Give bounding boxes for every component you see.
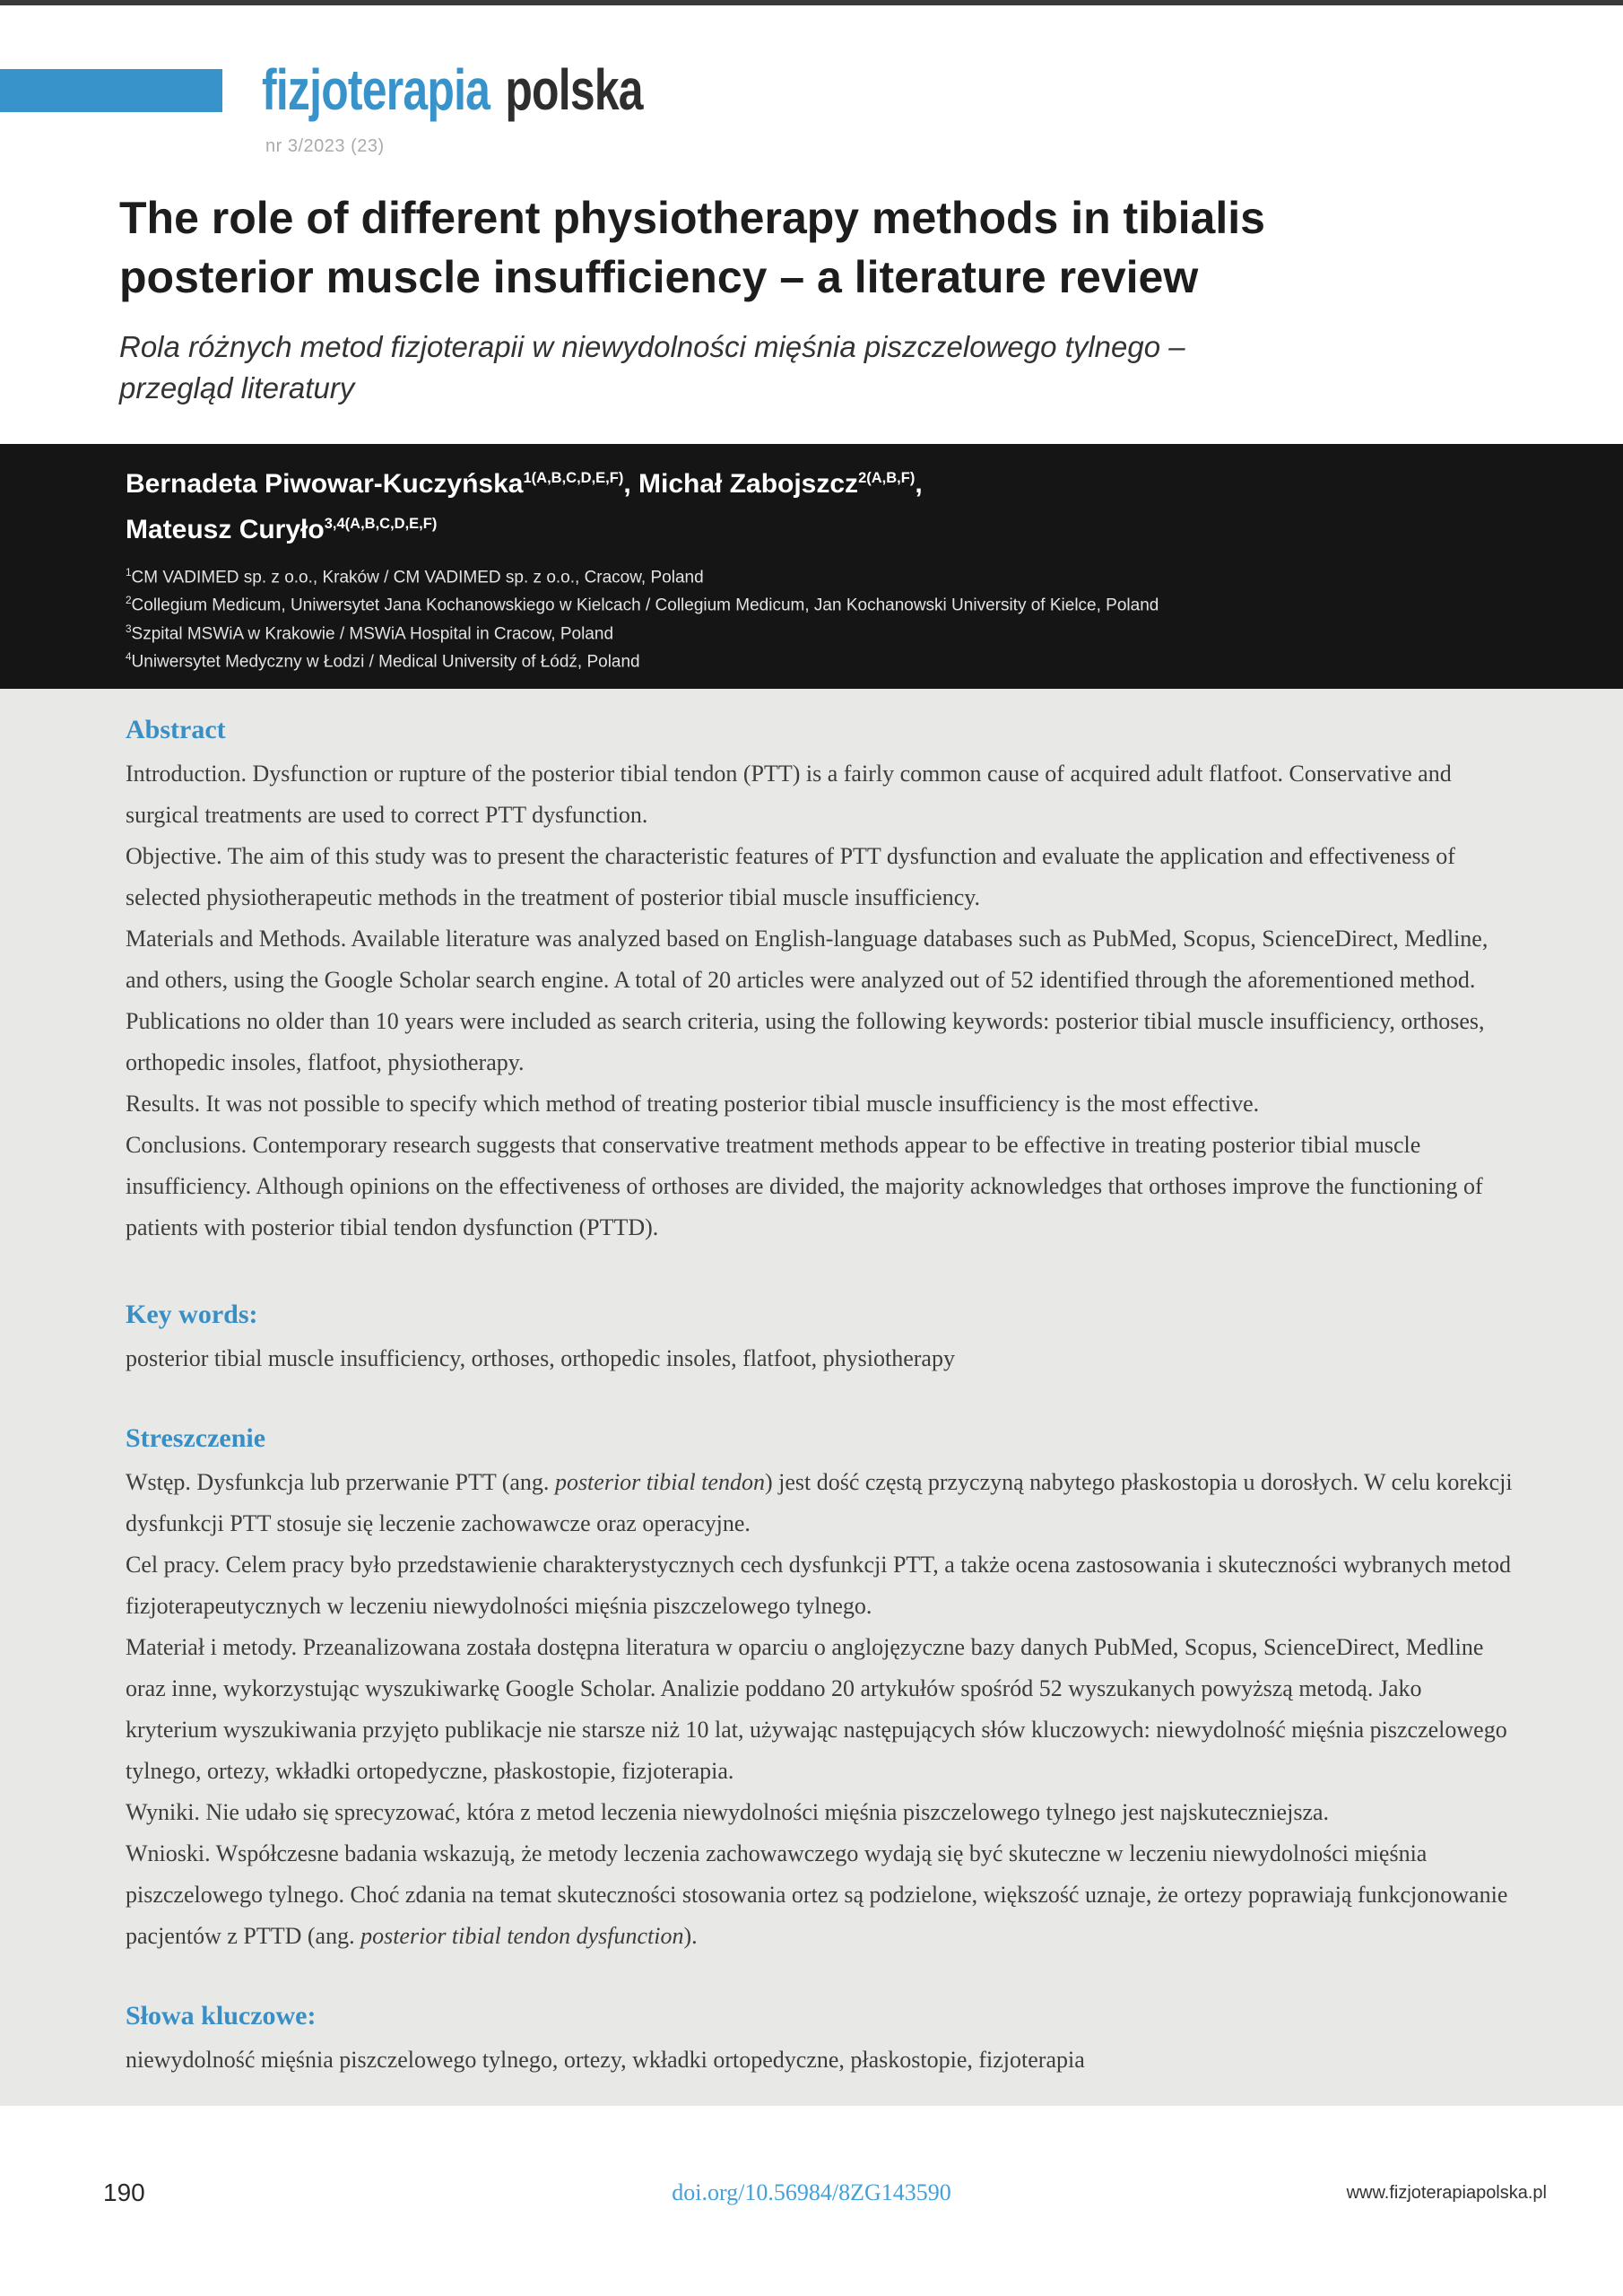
- affiliation-line: $^4$Uniwersytet Medyczny w Łodzi / Medical University of Łódź, Poland: [126, 650, 640, 672]
- abstract-section: [0, 689, 1623, 2106]
- streszczenie-paragraph: Wnioski. Współczesne badania wskazują, że metody leczenia zachowawczego wydają się być skuteczne w leczeniu niewydolności mięśnia piszczelowego tylnego. Choć zdania na temat skuteczności stosowania ortez są podzielone, większość uznaje, że ortezy poprawiają funkcjonowanie pacjentów z PTTD (ang. posterior tibial tendon dysfunction).: [126, 1840, 1508, 1950]
- keywords-text: posterior tibial muscle insufficiency, orthoses, orthopedic insoles, flatfoot, physiotherapy: [126, 1345, 955, 1372]
- affiliations: [126, 561, 1515, 674]
- streszczenie-paragraph: Wyniki. Nie udało się sprecyzować, która z metod leczenia niewydolności mięśnia piszczelowego tylnego jest najskuteczniejsza.: [126, 1799, 1330, 1826]
- streszczenie-paragraph: Cel pracy. Celem pracy było przedstawienie charakterystycznych cech dysfunkcji PTT, a także ocena zastosowania i skuteczności wybranych metod fizjoterapeutycznych w leczeniu niewydolności mięśnia piszczelowego tylnego.: [126, 1552, 1511, 1620]
- abstract-heading: Abstract: [126, 715, 226, 745]
- author-line: Mateusz Curyło$^{3,4(A,B,C,D,E,F)}$: [126, 515, 438, 544]
- logo-word-polska: polska: [505, 57, 643, 122]
- affiliation-line: $^3$Szpital MSWiA w Krakowie / MSWiA Hospital in Cracow, Poland: [126, 622, 614, 643]
- abstract-paragraph: Objective. The aim of this study was to present the characteristic features of PTT dysfunction and evaluate the application and effectiveness of selected physiotherapeutic methods in the treatment of posterior tibial muscle insufficiency.: [126, 843, 1455, 911]
- streszczenie-heading: Streszczenie: [126, 1423, 266, 1454]
- article-title-en: [119, 188, 1515, 307]
- journal-logo: [262, 57, 643, 122]
- title-line-pl: Rola różnych metod fizjoterapii w niewydolności mięśnia piszczelowego tylnego –: [119, 330, 1185, 363]
- abstract-inner: [126, 712, 1515, 2081]
- abstract-paragraph: Introduction. Dysfunction or rupture of the posterior tibial tendon (PTT) is a fairly common cause of acquired adult flatfoot. Conservative and surgical treatments are used to correct PTT dysfunction.: [126, 761, 1452, 829]
- streszczenie-body: [126, 1462, 1515, 1957]
- affiliation-line: $^2$Collegium Medicum, Uniwersytet Jana Kochanowskiego w Kielcach / Collegium Medicum, Jan Kochanowski University of Kielce, Poland: [126, 595, 1159, 615]
- logo-word-fizjoterapia: fizjoterapia: [262, 57, 490, 122]
- abstract-paragraph: Results. It was not possible to specify which method of treating posterior tibial muscle insufficiency is the most effective.: [126, 1091, 1260, 1118]
- author-names: [126, 458, 1515, 550]
- slowa-kluczowe-heading: Słowa kluczowe:: [126, 2001, 317, 2031]
- journal-masthead: [0, 5, 1623, 188]
- title-line-en: posterior muscle insufficiency – a literature review: [119, 252, 1199, 302]
- logo-accent-bar: [0, 69, 222, 112]
- author-line: Bernadeta Piwowar-Kuczyńska$^{1(A,B,C,D,E,F)}$, Michał Zabojszcz$^{2(A,B,F)}$,: [126, 469, 923, 499]
- title-line-en: The role of different physiotherapy methods in tibialis: [119, 193, 1265, 243]
- streszczenie-paragraph: Wstęp. Dysfunkcja lub przerwanie PTT (ang. posterior tibial tendon) jest dość częstą przyczyną nabytego płaskostopia u dorosłych. W celu korekcji dysfunkcji PTT stosuje się leczenie zachowawcze oraz operacyjne.: [126, 1469, 1513, 1537]
- issue-number: nr 3/2023 (23): [265, 136, 385, 156]
- page-footer: [0, 2178, 1623, 2208]
- streszczenie-paragraph: Materiał i metody. Przeanalizowana została dostępna literatura w oparciu o anglojęzyczne bazy danych PubMed, Scopus, ScienceDirect, Medline oraz inne, wykorzystując wyszukiwarkę Google Scholar. Analizie poddano 20 artykułów spośród 52 wyszukanych powyższą metodą. Jako kryterium wyszukiwania przyjęto publikacje nie starsze niż 10 lat, używając następujących słów kluczowych: niewydolność mięśnia piszczelowego tylnego, ortezy, wkładki ortopedyczne, płaskostopie, fizjoterapia.: [126, 1634, 1507, 1785]
- keywords-heading: Key words:: [126, 1300, 258, 1330]
- journal-website: www.fizjoterapiapolska.pl: [1346, 2182, 1547, 2203]
- doi-link[interactable]: doi.org/10.56984/8ZG143590: [672, 2179, 951, 2206]
- authors-block: [0, 444, 1623, 689]
- slowa-kluczowe-text: niewydolność mięśnia piszczelowego tylnego, ortezy, wkładki ortopedyczne, płaskostopie, fizjoterapia: [126, 2047, 1085, 2074]
- page-number: 190: [103, 2179, 145, 2207]
- abstract-paragraph: Materials and Methods. Available literature was analyzed based on English-language databases such as PubMed, Scopus, ScienceDirect, Medline, and others, using the Google Scholar search engine. A total of 20 articles were analyzed out of 52 identified through the aforementioned method. Publications no older than 10 years were included as search criteria, using the following keywords: posterior tibial muscle insufficiency, orthoses, orthopedic insoles, flatfoot, physiotherapy.: [126, 926, 1488, 1076]
- title-line-pl: przegląd literatury: [119, 371, 355, 404]
- abstract-paragraph: Conclusions. Contemporary research suggests that conservative treatment methods appear to be effective in treating posterior tibial muscle insufficiency. Although opinions on the effectiveness of orthoses are divided, the majority acknowledges that orthoses improve the functioning of patients with posterior tibial tendon dysfunction (PTTD).: [126, 1132, 1483, 1241]
- abstract-body: [126, 753, 1515, 1248]
- affiliation-line: $^1$CM VADIMED sp. z o.o., Kraków / CM VADIMED sp. z o.o., Cracow, Poland: [126, 567, 704, 587]
- article-title-pl: [119, 326, 1515, 409]
- title-block: [0, 188, 1623, 409]
